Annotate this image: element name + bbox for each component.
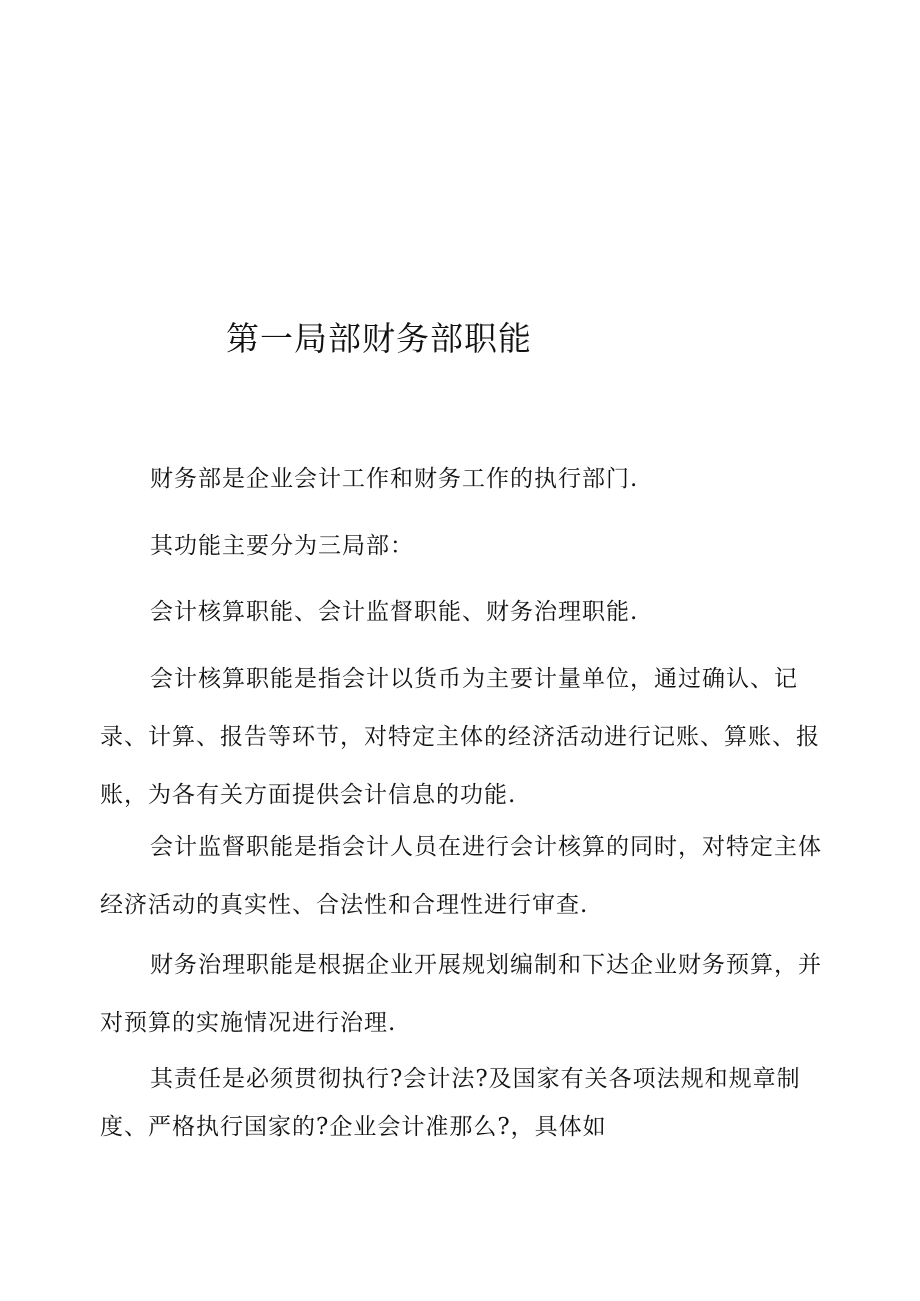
- paragraph-accounting-function: 会计核算职能是指会计以货币为主要计量单位，通过确认、记录、计算、报告等环节，对特定主体的经济活动进行记账、算账、报账，为各有关方面提供会计信息的功能.: [100, 666, 820, 808]
- paragraph-functions-intro: 其功能主要分为三局部：: [150, 533, 414, 559]
- paragraph-responsibility: 其责任是必须贯彻执行?会计法?及国家有关各项法规和规章制度、严格执行国家的?企业会计准那么?，具体如: [100, 1066, 801, 1140]
- paragraph-supervision-function: 会计监督职能是指会计人员在进行会计核算的同时，对特定主体经济活动的真实性、合法性和合理性进行审查.: [100, 834, 822, 918]
- paragraph-management-function: 财务治理职能是根据企业开展规划编制和下达企业财务预算，并对预算的实施情况进行治理.: [100, 952, 822, 1036]
- paragraph-functions-list: 会计核算职能、会计监督职能、财务治理职能.: [150, 599, 639, 625]
- page-title: 第一局部财务部职能: [226, 319, 532, 358]
- paragraph-definition: 财务部是企业会计工作和财务工作的执行部门.: [150, 466, 639, 492]
